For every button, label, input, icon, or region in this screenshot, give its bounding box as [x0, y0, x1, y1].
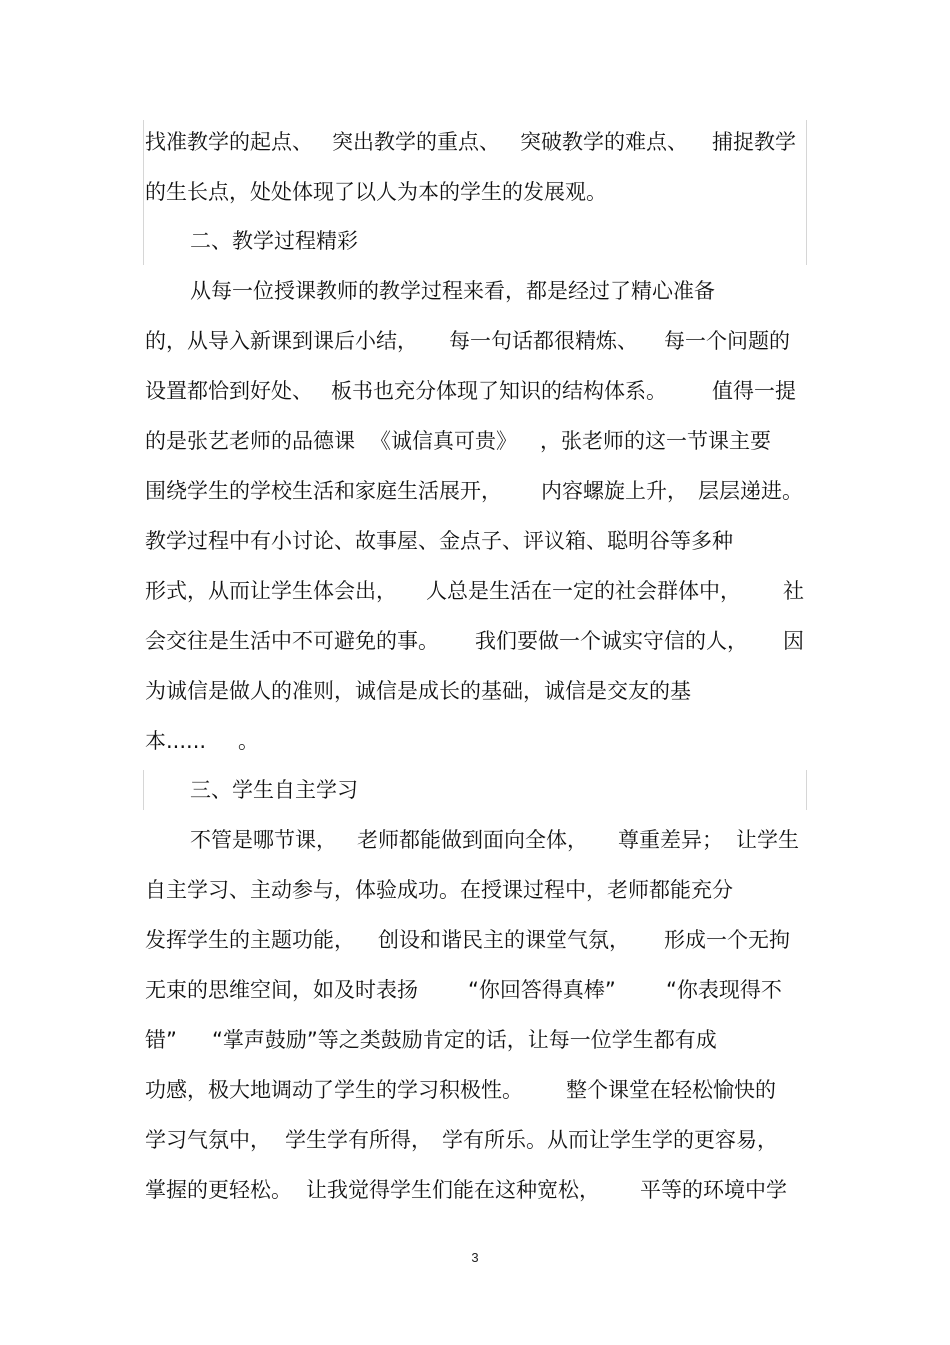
- text-line: [0, 172, 950, 212]
- text-line: [0, 1020, 950, 1060]
- section-heading-text: 二、教学过程精彩: [190, 229, 358, 253]
- section-heading: [0, 221, 950, 261]
- text-segment: 让学生: [736, 828, 799, 852]
- text-segment: 学习气氛中，: [145, 1128, 271, 1152]
- text-line: [0, 1170, 950, 1210]
- text-segment: 教学过程中有小讨论、故事屋、金点子、评议箱、聪明谷等多种: [145, 529, 733, 553]
- text-segment: 的，从导入新课到课后小结，: [145, 329, 418, 353]
- section-heading-text: 三、学生自主学习: [190, 778, 358, 802]
- text-segment: 发挥学生的主题功能，: [145, 928, 355, 952]
- text-segment: 尊重差异；: [618, 828, 723, 852]
- text-segment: 平等的环境中学: [640, 1178, 787, 1202]
- text-segment: 学有所乐。从而让学生学的更容易，: [442, 1128, 778, 1152]
- text-segment: 形式，从而让学生体会出，: [145, 579, 397, 603]
- text-segment: 值得一提: [712, 379, 796, 403]
- text-segment: “掌声鼓励”等之类鼓励肯定的话，让每一位学生都有成: [212, 1028, 717, 1052]
- text-segment: 创设和谐民主的课堂气氛，: [378, 928, 630, 952]
- text-segment: 围绕学生的学校生活和家庭生活展开，: [145, 479, 502, 503]
- text-segment: 形成一个无拘: [664, 928, 790, 952]
- text-line: [0, 1070, 950, 1110]
- text-line: [0, 870, 950, 910]
- text-segment: 让我觉得学生们能在这种宽松，: [306, 1178, 600, 1202]
- text-line: [0, 621, 950, 661]
- text-line: [0, 571, 950, 611]
- text-segment: 掌握的更轻松。: [145, 1178, 292, 1202]
- page-number: 3: [471, 1250, 479, 1265]
- text-line: [0, 371, 950, 411]
- text-line: [0, 721, 950, 761]
- text-segment: ，张老师的这一节课主要: [540, 429, 771, 453]
- text-segment: 从每一位授课教师的教学过程来看，都是经过了精心准备: [190, 279, 715, 303]
- text-line: [0, 820, 950, 860]
- text-line: [0, 421, 950, 461]
- text-segment: 板书也充分体现了知识的结构体系。: [331, 379, 667, 403]
- text-segment: 找准教学的起点、: [145, 130, 313, 154]
- text-segment: 错”: [145, 1028, 177, 1052]
- text-line: [0, 1120, 950, 1160]
- text-segment: “你表现得不: [666, 978, 782, 1002]
- text-segment: 。: [238, 729, 259, 753]
- text-segment: 学生学有所得，: [285, 1128, 432, 1152]
- text-line: [0, 671, 950, 711]
- text-segment: 我们要做一个诚实守信的人，: [475, 629, 748, 653]
- text-segment: 突破教学的难点、: [520, 130, 688, 154]
- section-heading: [0, 770, 950, 810]
- text-segment: 层层递进。: [698, 479, 803, 503]
- text-segment: 《诚信真可贵》: [370, 429, 517, 453]
- text-line: [0, 970, 950, 1010]
- text-segment: “你回答得真棒”: [468, 978, 616, 1002]
- text-line: [0, 271, 950, 311]
- text-segment: 自主学习、主动参与，体验成功。在授课过程中，老师都能充分: [145, 878, 733, 902]
- text-line: [0, 521, 950, 561]
- text-segment: 功感，极大地调动了学生的学习积极性。: [145, 1078, 523, 1102]
- text-segment: 无束的思维空间，如及时表扬: [145, 978, 418, 1002]
- text-segment: 人总是生活在一定的社会群体中，: [426, 579, 741, 603]
- text-segment: 因: [783, 629, 804, 653]
- text-segment: 整个课堂在轻松愉快的: [566, 1078, 776, 1102]
- text-segment: 会交往是生活中不可避免的事。: [145, 629, 439, 653]
- text-segment: 本......: [145, 729, 207, 753]
- text-line: [0, 321, 950, 361]
- text-segment: 社: [783, 579, 804, 603]
- text-segment: 老师都能做到面向全体，: [357, 828, 588, 852]
- text-segment: 不管是哪节课，: [190, 828, 337, 852]
- text-segment: 突出教学的重点、: [332, 130, 500, 154]
- text-line: [0, 122, 950, 162]
- text-segment: 每一句话都很精炼、: [449, 329, 638, 353]
- text-segment: 内容螺旋上升，: [541, 479, 688, 503]
- text-segment: 每一个问题的: [664, 329, 790, 353]
- text-segment: 设置都恰到好处、: [145, 379, 313, 403]
- text-segment: 为诚信是做人的准则，诚信是成长的基础，诚信是交友的基: [145, 679, 691, 703]
- text-segment: 的生长点，处处体现了以人为本的学生的发展观。: [145, 180, 607, 204]
- text-segment: 的是张艺老师的品德课: [145, 429, 355, 453]
- text-line: [0, 471, 950, 511]
- text-line: [0, 920, 950, 960]
- text-segment: 捕捉教学: [712, 130, 796, 154]
